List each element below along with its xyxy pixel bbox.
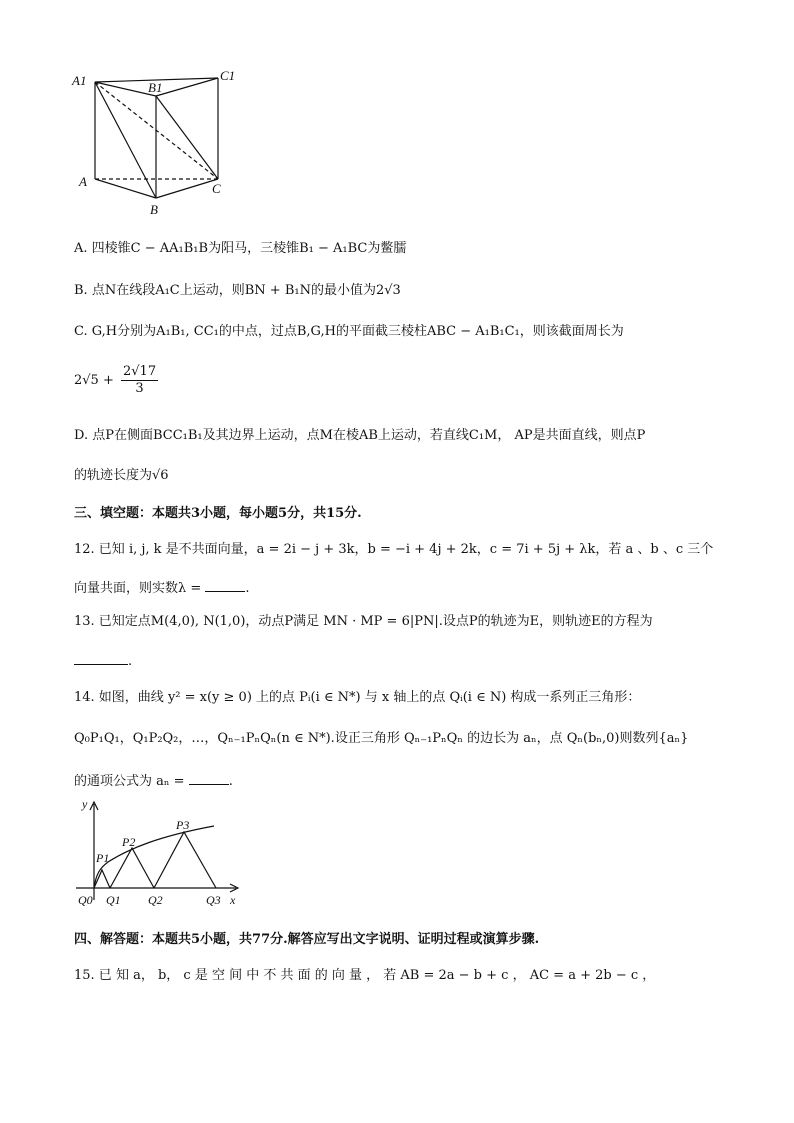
q14-answer-blank bbox=[189, 770, 229, 785]
edge-b1-c1 bbox=[156, 78, 218, 96]
label-b1: B1 bbox=[148, 80, 163, 95]
q14-line2: Q₀P₁Q₁，Q₁P₂Q₂，…，Qₙ₋₁PₙQₙ(n ∈ N*).设正三角形 Qₙ₋₁PₙQₙ 的边长为 aₙ，点 Qₙ(bₙ,0)则数列{aₙ} bbox=[74, 731, 689, 746]
triangle-q1p2q2 bbox=[110, 848, 154, 888]
section3-title: 三、填空题：本题共3小题，每小题5分，共15分. bbox=[74, 506, 362, 521]
q11-option-a: A. 四棱锥C − AA₁B₁B为阳马，三棱锥B₁ − A₁BC为鳖臑 bbox=[74, 241, 407, 256]
q11-option-c-line1: C. G,H分别为A₁B₁, CC₁的中点，过点B,G,H的平面截三棱柱ABC − A₁B₁C₁，则该截面周长为 bbox=[74, 324, 624, 339]
q13-line1: 13. 已知定点M(4,0), N(1,0)，动点P满足 MN · MP = 6|PN|.设点P的轨迹为E，则轨迹E的方程为 bbox=[74, 614, 653, 629]
q11-option-d-line1: D. 点P在侧面BCC₁B₁及其边界上运动，点M在棱AB上运动，若直线C₁M， AP是共面直线，则点P bbox=[74, 428, 646, 443]
label-a1: A1 bbox=[72, 73, 87, 88]
q13-line2 bbox=[74, 650, 132, 672]
edge-b-c bbox=[156, 179, 218, 198]
q11-c-fraction-num: 2√17 bbox=[123, 364, 157, 379]
q11-c-expr-a: 2√5 + bbox=[74, 373, 114, 388]
q14-line3 bbox=[74, 770, 233, 792]
q12-line2-text: 向量共面，则实数λ = bbox=[74, 581, 202, 596]
q14-line3-text: 的通项公式为 aₙ = bbox=[74, 774, 185, 789]
label-q1: Q1 bbox=[106, 893, 121, 907]
q14-line3-end: . bbox=[228, 774, 233, 789]
label-b: B bbox=[150, 202, 158, 217]
curve-figure bbox=[70, 796, 250, 912]
q12-line1: 12. 已知 i, j, k 是不共面向量，a = 2i − j + 3k，b = −i + 4j + 2k，c = 7i + 5j + λk，若 a 、b 、c 三个 bbox=[74, 542, 714, 557]
q12-line2 bbox=[74, 577, 250, 599]
label-c: C bbox=[212, 181, 221, 196]
q13-line2-end: . bbox=[128, 654, 133, 669]
triangle-q2p3q3 bbox=[154, 832, 216, 888]
label-y: y bbox=[82, 797, 88, 811]
label-p2: P2 bbox=[122, 835, 136, 849]
q11-c-fraction-den: 3 bbox=[135, 381, 144, 396]
label-p1: P1 bbox=[96, 851, 110, 865]
label-x: x bbox=[230, 893, 236, 907]
q11-option-d-line2: 的轨迹长度为√6 bbox=[74, 468, 169, 483]
q14-line1: 14. 如图，曲线 y² = x(y ≥ 0) 上的点 Pᵢ(i ∈ N*) 与 x 轴上的点 Qᵢ(i ∈ N) 构成一系列正三角形： bbox=[74, 690, 641, 705]
label-c1: C1 bbox=[220, 68, 236, 83]
q11-option-c-line2 bbox=[74, 364, 161, 397]
q13-answer-blank bbox=[74, 650, 128, 665]
q12-answer-blank bbox=[205, 577, 245, 592]
label-a: A bbox=[79, 174, 87, 189]
diag-b1-c bbox=[156, 96, 218, 179]
q11-option-b: B. 点N在线段A₁C上运动，则BN + B₁N的最小值为2√3 bbox=[74, 283, 401, 298]
edge-a1-b1 bbox=[95, 82, 156, 96]
diag-a1-b bbox=[95, 82, 156, 198]
q12-line2-end: . bbox=[245, 581, 250, 596]
label-q2: Q2 bbox=[148, 893, 163, 907]
label-p3: P3 bbox=[176, 818, 190, 832]
section4-title: 四、解答题：本题共5小题，共77分.解答应写出文字说明、证明过程或演算步骤. bbox=[74, 932, 540, 947]
label-q0: Q0 bbox=[78, 893, 93, 907]
q15-line1: 15. 已 知 a， b， c 是 空 间 中 不 共 面 的 向 量 ， 若 AB = 2a − b + c ， AC = a + 2b − c ， bbox=[74, 968, 656, 983]
label-q3: Q3 bbox=[206, 893, 221, 907]
q11-c-fraction bbox=[121, 364, 158, 397]
prism-figure bbox=[70, 66, 250, 222]
curve-y2-eq-x bbox=[94, 826, 214, 888]
